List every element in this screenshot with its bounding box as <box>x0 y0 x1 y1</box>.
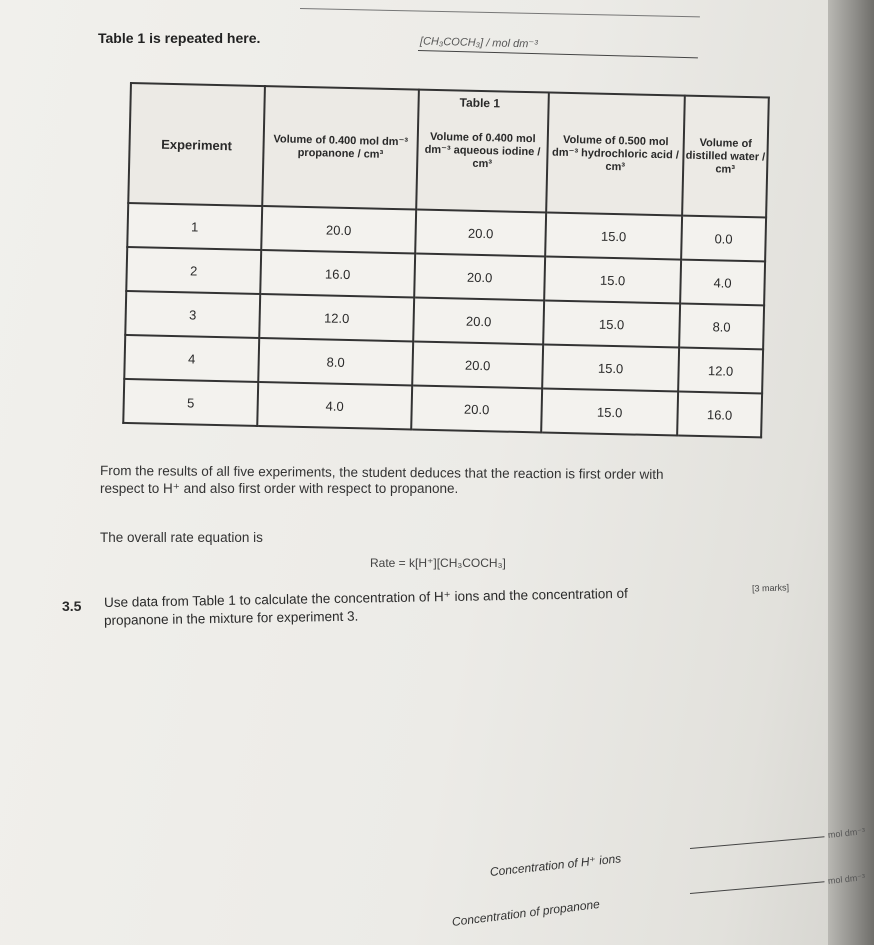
cell-propanone: 8.0 <box>258 338 413 385</box>
cell-hcl: 15.0 <box>541 388 678 435</box>
answer-unit-h-ions: mol dm⁻³ <box>827 826 866 840</box>
deduction-text-line2: respect to H⁺ and also first order with respect to propanone. <box>100 481 459 496</box>
cell-propanone: 12.0 <box>259 294 414 341</box>
cell-water: 12.0 <box>678 348 763 394</box>
question-text-line1: Use data from Table 1 to calculate the concentration of H⁺ ions and the concentration of <box>103 585 628 610</box>
cell-propanone: 4.0 <box>257 382 412 429</box>
cell-experiment: 1 <box>127 203 262 250</box>
cell-water: 8.0 <box>679 304 764 350</box>
marks-label: [3 marks] <box>751 582 790 594</box>
top-rule <box>300 8 700 17</box>
deduction-text-line1: From the results of all five experiments, the student deduces that the reaction is first order with <box>99 463 664 482</box>
table-caption: Table 1 <box>459 95 501 111</box>
rate-equation: Rate = k[H⁺][CH₃COCH₃] <box>370 556 506 570</box>
cell-hcl: 15.0 <box>543 300 680 347</box>
cell-experiment: 4 <box>124 335 259 382</box>
col-header-propanone: Volume of 0.400 mol dm⁻³ propanone / cm³ <box>262 86 419 209</box>
header-formula: [CH₃COCH₃] / mol dm⁻³ <box>419 35 538 51</box>
cell-experiment: 5 <box>123 379 258 426</box>
cell-experiment: 2 <box>126 247 261 294</box>
answer-unit-propanone: mol dm⁻³ <box>827 872 866 886</box>
intro-text: Table 1 is repeated here. <box>98 30 261 46</box>
cell-water: 0.0 <box>681 216 766 262</box>
col-header-experiment: Experiment <box>128 83 265 206</box>
cell-water: 4.0 <box>680 260 765 306</box>
cell-hcl: 15.0 <box>545 212 682 259</box>
col-header-iodine: Volume of 0.400 mol dm⁻³ aqueous iodine / cm³ <box>416 90 549 213</box>
data-table-container <box>122 82 770 438</box>
cell-water: 16.0 <box>677 392 762 438</box>
cell-experiment: 3 <box>125 291 260 338</box>
answer-label-h-ions: Concentration of H⁺ ions <box>489 851 622 879</box>
question-number: 3.5 <box>62 598 82 614</box>
col-header-hcl: Volume of 0.500 mol dm⁻³ hydrochloric acid / cm³ <box>546 93 685 216</box>
table-header-row <box>128 83 769 217</box>
cell-propanone: 16.0 <box>260 250 415 297</box>
answer-line-propanone[interactable] <box>690 881 825 894</box>
header-answer-line <box>418 50 698 58</box>
page-shadow-edge <box>828 0 874 945</box>
cell-hcl: 15.0 <box>542 344 679 391</box>
rate-equation-intro: The overall rate equation is <box>100 530 263 545</box>
question-text-line2: propanone in the mixture for experiment 3. <box>103 608 359 628</box>
answer-label-propanone: Concentration of propanone <box>451 896 601 929</box>
cell-propanone: 20.0 <box>261 206 416 253</box>
cell-hcl: 15.0 <box>544 256 681 303</box>
col-header-water: Volume of distilled water / cm³ <box>682 96 769 218</box>
results-table <box>122 82 770 438</box>
cell-iodine: 20.0 <box>413 298 544 345</box>
cell-iodine: 20.0 <box>415 210 546 257</box>
cell-iodine: 20.0 <box>411 385 542 432</box>
cell-iodine: 20.0 <box>414 254 545 301</box>
cell-iodine: 20.0 <box>412 341 543 388</box>
answer-line-h-ions[interactable] <box>690 836 825 849</box>
